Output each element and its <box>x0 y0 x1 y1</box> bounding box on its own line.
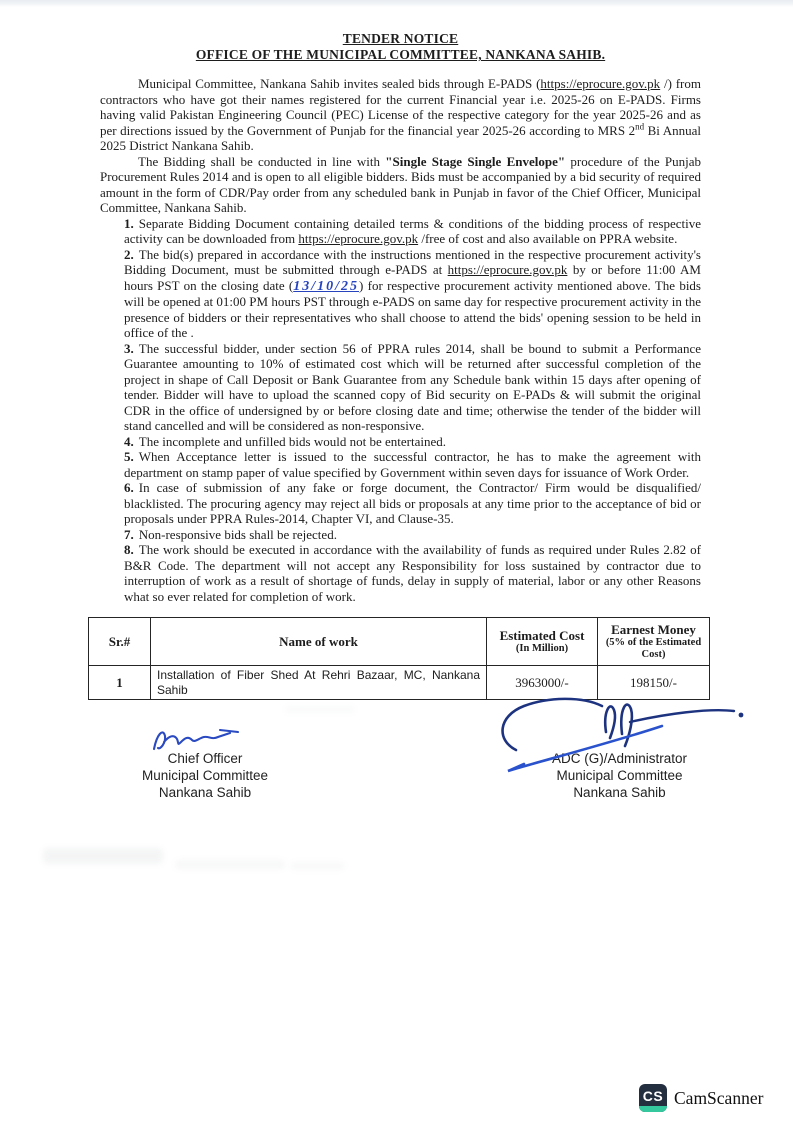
cell-earnest-money: 198150/- <box>598 666 710 700</box>
signatory-city: Nankana Sahib <box>573 785 666 800</box>
table-header-name-of-work: Name of work <box>151 618 487 666</box>
document-header <box>100 31 701 63</box>
list-text: The incomplete and unfilled bids would not be entertained. <box>138 433 446 449</box>
list-text: In case of submission of any fake or forge document, the Contractor/ Firm would be disqualified/ blacklisted. The procuring agency may reject all bids or proposals at any time prior to the acceptance of bid or proposals under PPRA Rules-2014, Chapter VI, and Clause-35. <box>124 480 701 526</box>
list-item-4 <box>100 434 701 450</box>
cell-estimated-cost: 3963000/- <box>487 666 598 700</box>
table-row <box>89 666 710 700</box>
camscanner-logo-icon: CS <box>639 1084 667 1112</box>
table-header-sr: Sr.# <box>89 618 151 666</box>
list-item-2 <box>100 247 701 341</box>
camscanner-watermark <box>639 1084 763 1112</box>
signatory-title: ADC (G)/Administrator <box>551 751 687 766</box>
title-office-name: OFFICE OF THE MUNICIPAL COMMITTEE, NANKANA SAHIB. <box>195 47 606 62</box>
list-text: Non-responsive bids shall be rejected. <box>138 526 337 542</box>
list-number: 7. <box>124 526 134 542</box>
list-number: 5. <box>124 449 134 464</box>
conditions-list <box>100 216 701 605</box>
list-text: The successful bidder, under section 56 of PPRA rules 2014, shall be bound to submit a Performance Guarantee amounting to 10% of estimated cost which will be returned after successful completion of the project in shape of Call Deposit or Bank Guarantee from any Schedule bank within 15 days after opening of tender. Bidder will have to upload the scanned copy of Bid security on E-PADs & will submit the original CDR in the office of undersigned by or before closing date and time; otherwise the tender of the bidder will stand cancelled and will be considered as non-responsive. <box>124 340 701 433</box>
cell-sr-number: 1 <box>89 666 151 700</box>
signatory-title: Chief Officer <box>167 751 243 766</box>
signature-block-administrator <box>552 750 687 801</box>
bidding-procedure-paragraph: The Bidding shall be conducted in line with "Single Stage Single Envelope" procedure of the Punjab Procurement Rules 2014 and is open to all eligible bidders. Bids must be accompanied by a bid security of required amount in the form of CDR/Pay order from any scheduled bank in Punjab in favor of the Chief Officer, Municipal Committee, Nankana Sahib. <box>100 153 701 215</box>
document-content <box>100 31 701 801</box>
list-item-8 <box>100 542 701 604</box>
list-number: 1. <box>124 215 134 231</box>
list-text: The bid(s) prepared in accordance with the instructions mentioned in the respective procurement activity's Bidding Document, must be submitted through e-PADS at https://eprocure.gov.pk by or before 11:00 AM hours PST on the closing date (13/10/25) for respective procurement activity mentioned above. The bids will be opened at 01:00 PM hours PST through e-PADS on same day for respective procurement activity in the presence of bidders or their representatives who shall choose to attend the bids' opening session to be held in office of the . <box>124 246 701 340</box>
list-item-7 <box>100 527 701 543</box>
camscanner-brand-text: CamScanner <box>674 1087 764 1108</box>
signatory-org: Municipal Committee <box>142 768 269 783</box>
scan-edge-artifact <box>0 0 793 7</box>
signatory-org: Municipal Committee <box>556 768 683 783</box>
table-header-estimated-cost: Estimated Cost (In Million) <box>487 618 598 666</box>
title-tender-notice: TENDER NOTICE <box>342 31 459 46</box>
signatory-city: Nankana Sahib <box>158 785 252 800</box>
table-header-row <box>89 618 710 666</box>
list-text: When Acceptance letter is issued to the successful contractor, he has to make the agreement with department on stamp paper of value specified by Government within seven days for issuance of Work Order. <box>124 449 701 480</box>
list-item-6 <box>100 480 701 527</box>
list-text: The work should be executed in accordance with the availability of funds as required under Rules 2.82 of B&R Code. The department will not accept any Responsibility for loss sustained by contractor due to interruption of work as a result of shortage of funds, delay in supply of material, labor or any other Reasons what so ever related for completion of work. <box>124 542 701 604</box>
signature-block-chief-officer <box>142 750 268 801</box>
list-number: 8. <box>124 542 134 557</box>
signature-section <box>100 750 701 801</box>
list-number: 6. <box>124 480 134 495</box>
bleed-through-artifact <box>35 838 365 886</box>
list-number: 2. <box>124 246 134 262</box>
list-text: Separate Bidding Document containing detailed terms & conditions of the bidding process of respective activity can be downloaded from https://eprocure.gov.pk /free of cost and also available on PPRA website. <box>124 215 701 246</box>
list-item-1 <box>100 216 701 247</box>
intro-paragraph: Municipal Committee, Nankana Sahib invites sealed bids through E-PADS (https://eprocure.gov.pk /) from contractors who have got their names registered for the current Financial year i.e. 2025-26 on E-PADS. Firms having valid Pakistan Engineering Council (PEC) License of the respective category for the year 2025-26 and as per directions issued by the Government of Punjab for the financial year 2025-26 according to MRS 2nd Bi Annual 2025 District Nankana Sahib. <box>100 76 701 153</box>
list-item-3 <box>100 341 701 434</box>
table-header-earnest-money: Earnest Money (5% of the Estimated Cost) <box>598 618 710 666</box>
works-table <box>88 617 710 700</box>
list-number: 4. <box>124 433 134 449</box>
list-item-5 <box>100 449 701 480</box>
list-number: 3. <box>124 340 134 356</box>
cell-work-name: Installation of Fiber Shed At Rehri Bazaar, MC, Nankana Sahib <box>151 666 487 700</box>
